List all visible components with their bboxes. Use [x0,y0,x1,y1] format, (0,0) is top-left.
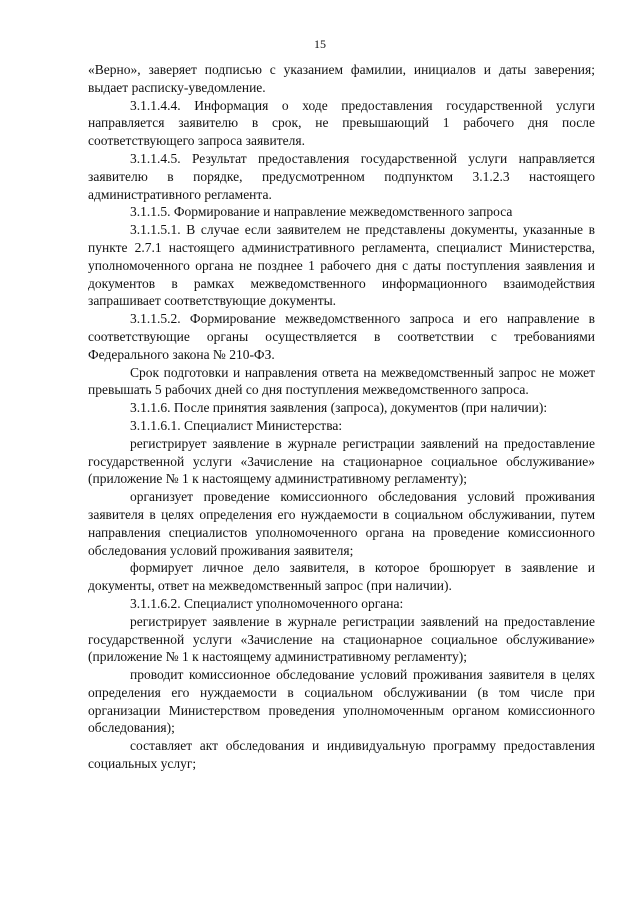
list-item-draws-up-act: составляет акт обследования и индивидуальную программу предоставления социальных услуг; [88,738,595,772]
paragraph-continuation: «Верно», заверяет подписью с указанием фамилии, инициалов и даты заверения; выдает расписку-уведомление. [88,62,595,95]
paragraph-3-1-1-6-2: 3.1.1.6.2. Специалист уполномоченного органа: [130,595,404,611]
paragraph-response-deadline: Срок подготовки и направления ответа на межведомственный запрос не может превышать 5 рабочих дней со дня поступления межведомственного запроса. [88,364,595,398]
paragraph-3-1-1-6: 3.1.1.6. После принятия заявления (запроса), документов (при наличии): [130,400,548,416]
paragraph-3-1-1-6-1: 3.1.1.6.1. Специалист Министерства: [130,417,343,433]
list-item-organizes-inspection: организует проведение комиссионного обследования условий проживания заявителя в целях определения его нуждаемости в социальном обслуживании, путем направления специалистов уполномоченного органа на проведение комиссионного обследования условий проживания заявителя; [88,489,595,558]
page-number: 15 [314,37,326,51]
list-item-forms-personal-file: формирует личное дело заявителя, в которое брошюрует в заявление и документы, ответ на межведомственный запрос (при наличии). [88,560,595,594]
section-heading-3-1-1-5: 3.1.1.5. Формирование и направление межведомственного запроса [130,204,513,220]
paragraph-3-1-1-4-5: 3.1.1.4.5. Результат предоставления государственной услуги направляется заявителю в порядке, предусмотренном подпунктом 3.1.2.3 настоящего административного регламента. [88,150,595,202]
list-item-registers-application-authorized: регистрирует заявление в журнале регистрации заявлений на предоставление государственной услуги «Зачисление на стационарное социальное обслуживание» (приложение № 1 к настоящему административному регламенту); [88,613,595,665]
paragraph-3-1-1-4-4: 3.1.1.4.4. Информация о ходе предоставления государственной услуги направляется заявителю в срок, не превышающий 1 рабочего дня после соответствующего запроса заявителя. [88,97,595,149]
paragraph-3-1-1-5-1: 3.1.1.5.1. В случае если заявителем не представлены документы, указанные в пункте 2.7.1 настоящего административного регламента, специалист Министерства, уполномоченного органа не позднее 1 рабочего дня с даты поступления заявления и документов в рамках межведомственного информационного взаимодействия запрашивает соответствующие документы. [88,222,595,309]
list-item-conducts-inspection: проводит комиссионное обследование условий проживания заявителя в целях определения его нуждаемости в социальном обслуживании (в том числе при организации Министерством проведения уполномоченным органом комиссионного обследования); [88,667,595,736]
list-item-registers-application: регистрирует заявление в журнале регистрации заявлений на предоставление государственной услуги «Зачисление на стационарное социальное обслуживание» (приложение № 1 к настоящему административному регламенту); [88,435,595,487]
paragraph-3-1-1-5-2: 3.1.1.5.2. Формирование межведомственного запроса и его направление в соответствующие органы осуществляется в соответствии с требованиями Федерального закона № 210-ФЗ. [88,311,595,362]
document-body [88,61,595,773]
